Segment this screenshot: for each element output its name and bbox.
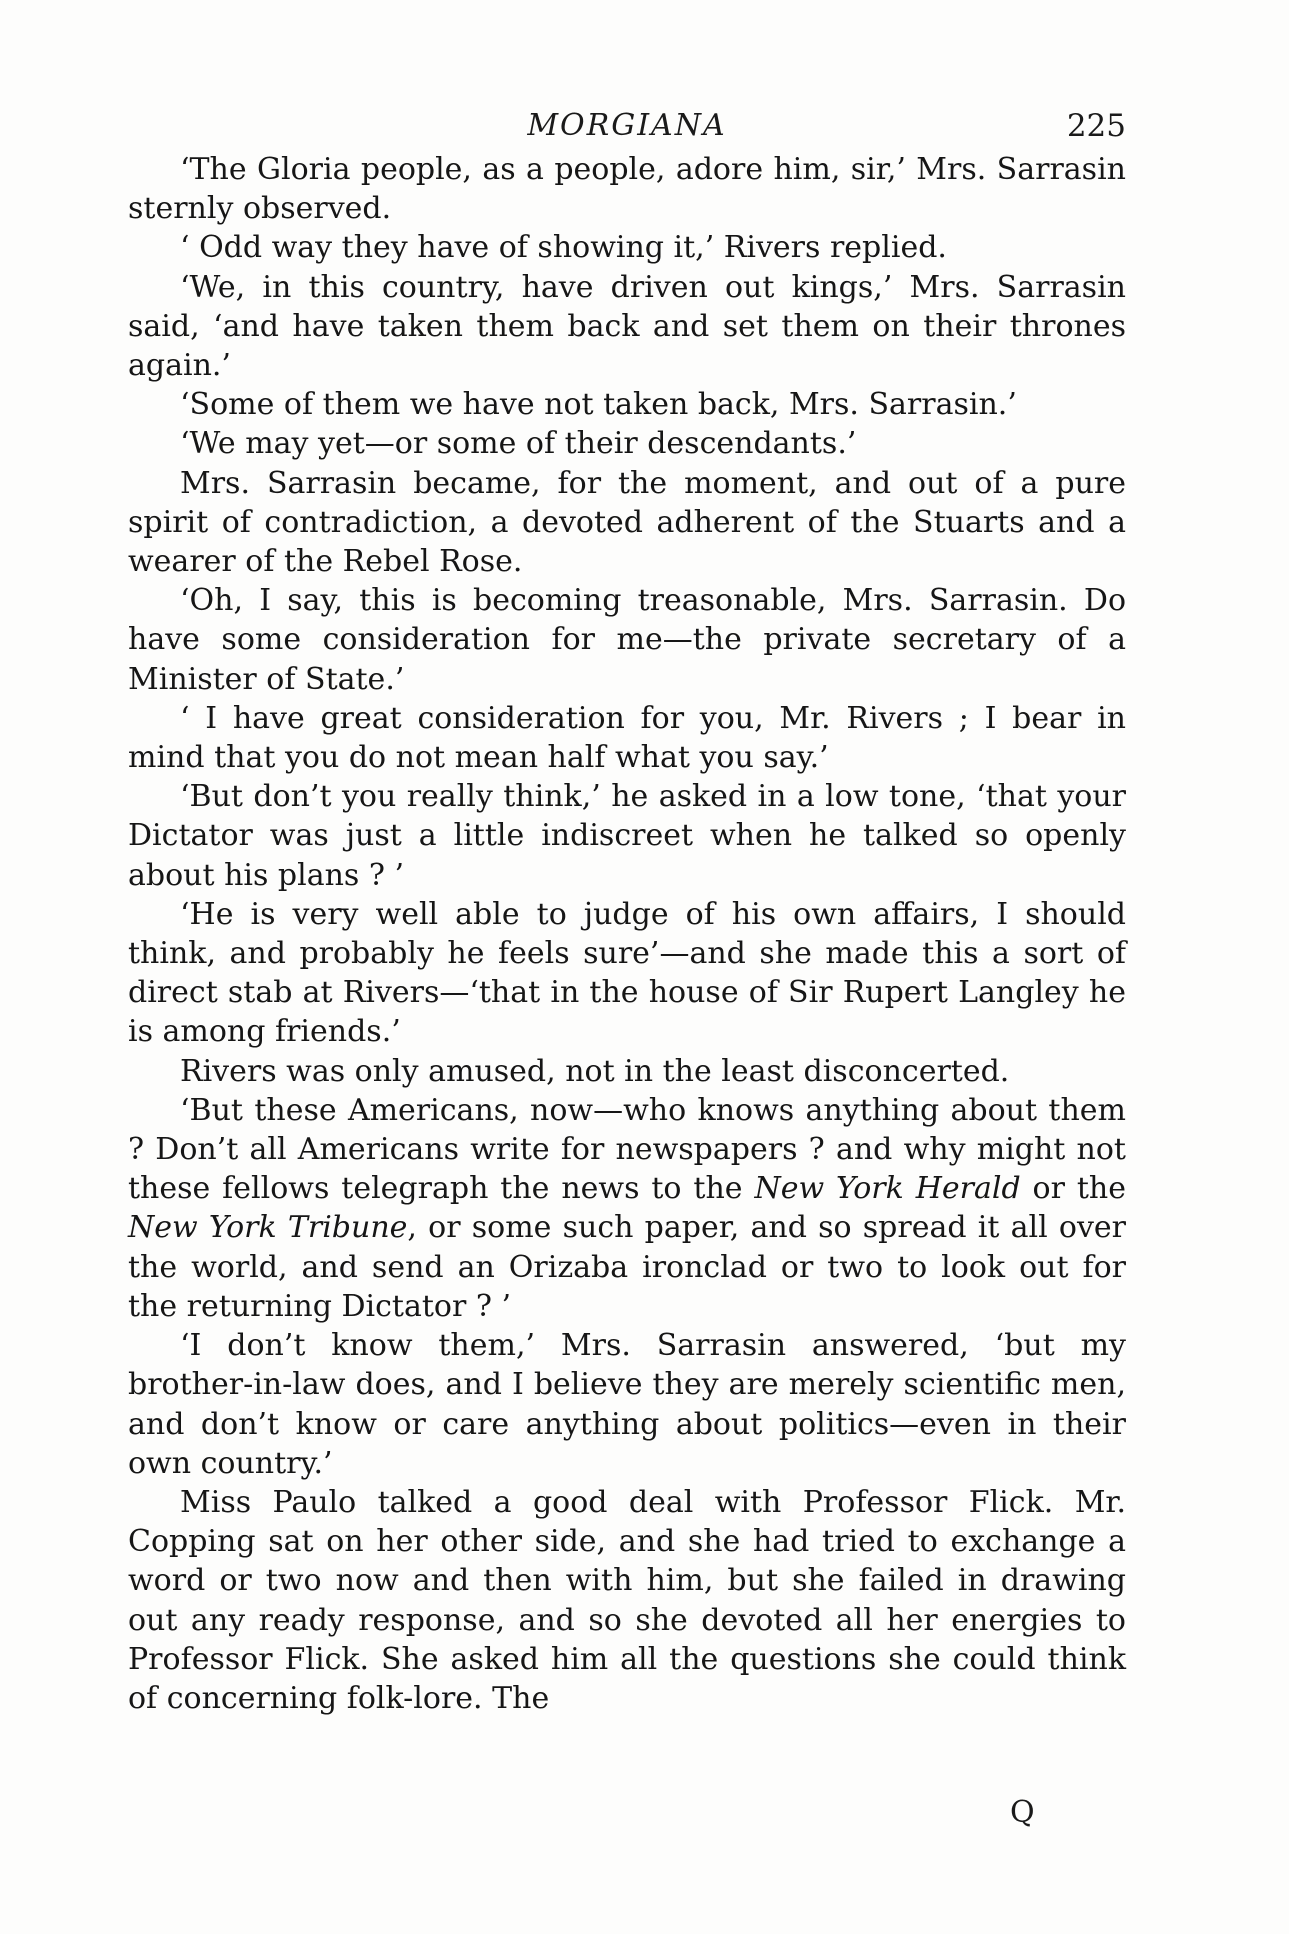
paragraph <box>128 385 1126 424</box>
paragraph-text: Miss Paulo talked a good deal with Professor Flick. Mr. Copping sat on her other side, and she had tried to exchange a word or two now and then with him, but she failed in drawing out any ready response, and so she devoted all her energies to Professor Flick. She asked him all the questions she could think of concerning folk-lore. The <box>128 1484 1126 1716</box>
paragraph <box>128 895 1126 1052</box>
paragraph <box>128 268 1126 386</box>
paragraph-text: or the <box>1020 1171 1126 1207</box>
paragraph-text: , or some such paper, and so spread it all over the world, and send an Orizaba ironclad or two to look out for the returning Dictator ? ’ <box>128 1210 1126 1324</box>
body-text <box>128 150 1126 1718</box>
paragraph-text: Mrs. Sarrasin became, for the moment, and out of a pure spirit of contradiction, a devoted adherent of the Stuarts and a wearer of the Rebel Rose. <box>128 465 1126 580</box>
paragraph-text: ‘Some of them we have not taken back, Mrs. Sarrasin.’ <box>180 387 1017 423</box>
paragraph-text: ‘We may yet—or some of their descendants.’ <box>180 426 857 462</box>
paragraph <box>128 1326 1126 1483</box>
page-number: 225 <box>1066 108 1126 144</box>
newspaper-title: New York Tribune <box>128 1210 408 1246</box>
paragraph-text: ‘He is very well able to judge of his own affairs, I should think, and probably he feels sure’—and she made this a sort of direct stab at Rivers—‘that in the house of Sir Rupert Langley he is among friends.’ <box>128 896 1126 1050</box>
running-title: MORGIANA <box>527 108 727 143</box>
paragraph-text: ‘I don’t know them,’ Mrs. Sarrasin answered, ‘but my brother-in-law does, and I believe they are merely scientific men, and don’t know or care anything about politics—even in their own country.’ <box>128 1328 1126 1481</box>
paragraph <box>128 581 1126 699</box>
paragraph-text: ‘The Gloria people, as a people, adore him, sir,’ Mrs. Sarrasin sternly observed. <box>128 152 1126 227</box>
paragraph <box>128 228 1126 267</box>
paragraph <box>128 699 1126 777</box>
paragraph <box>128 424 1126 463</box>
paragraph <box>128 1052 1126 1091</box>
newspaper-title: New York Herald <box>754 1171 1021 1207</box>
paragraph <box>128 777 1126 895</box>
paragraph-text: ‘Oh, I say, this is becoming treasonable, Mrs. Sarrasin. Do have some consideration for me—the private secretary of a Minister of State.’ <box>128 583 1126 697</box>
paragraph-text: ‘We, in this country, have driven out kings,’ Mrs. Sarrasin said, ‘and have taken them back and set them on their thrones again.’ <box>128 269 1126 384</box>
paragraph <box>128 150 1126 228</box>
paragraph <box>128 464 1126 582</box>
paragraph-text: ‘But don’t you really think,’ he asked in a low tone, ‘that your Dictator was just a little indiscreet when he talked so openly about his plans ? ’ <box>128 779 1126 893</box>
paragraph <box>128 1091 1126 1326</box>
paragraph-text: ‘ Odd way they have of showing it,’ Rivers replied. <box>180 230 947 266</box>
paragraph-text: Rivers was only amused, not in the least disconcerted. <box>180 1053 1010 1089</box>
signature-mark: Q <box>1010 1795 1035 1830</box>
paragraph <box>128 1483 1126 1718</box>
paragraph-text: ‘ I have great consideration for you, Mr. Rivers ; I bear in mind that you do not mean half what you say.’ <box>128 700 1126 776</box>
paragraph-text: ‘But these Americans, now—who knows anything about them ? Don’t all Americans write for newspapers ? and why might not these fellows telegraph the news to the <box>128 1092 1126 1207</box>
running-head <box>128 108 1126 148</box>
